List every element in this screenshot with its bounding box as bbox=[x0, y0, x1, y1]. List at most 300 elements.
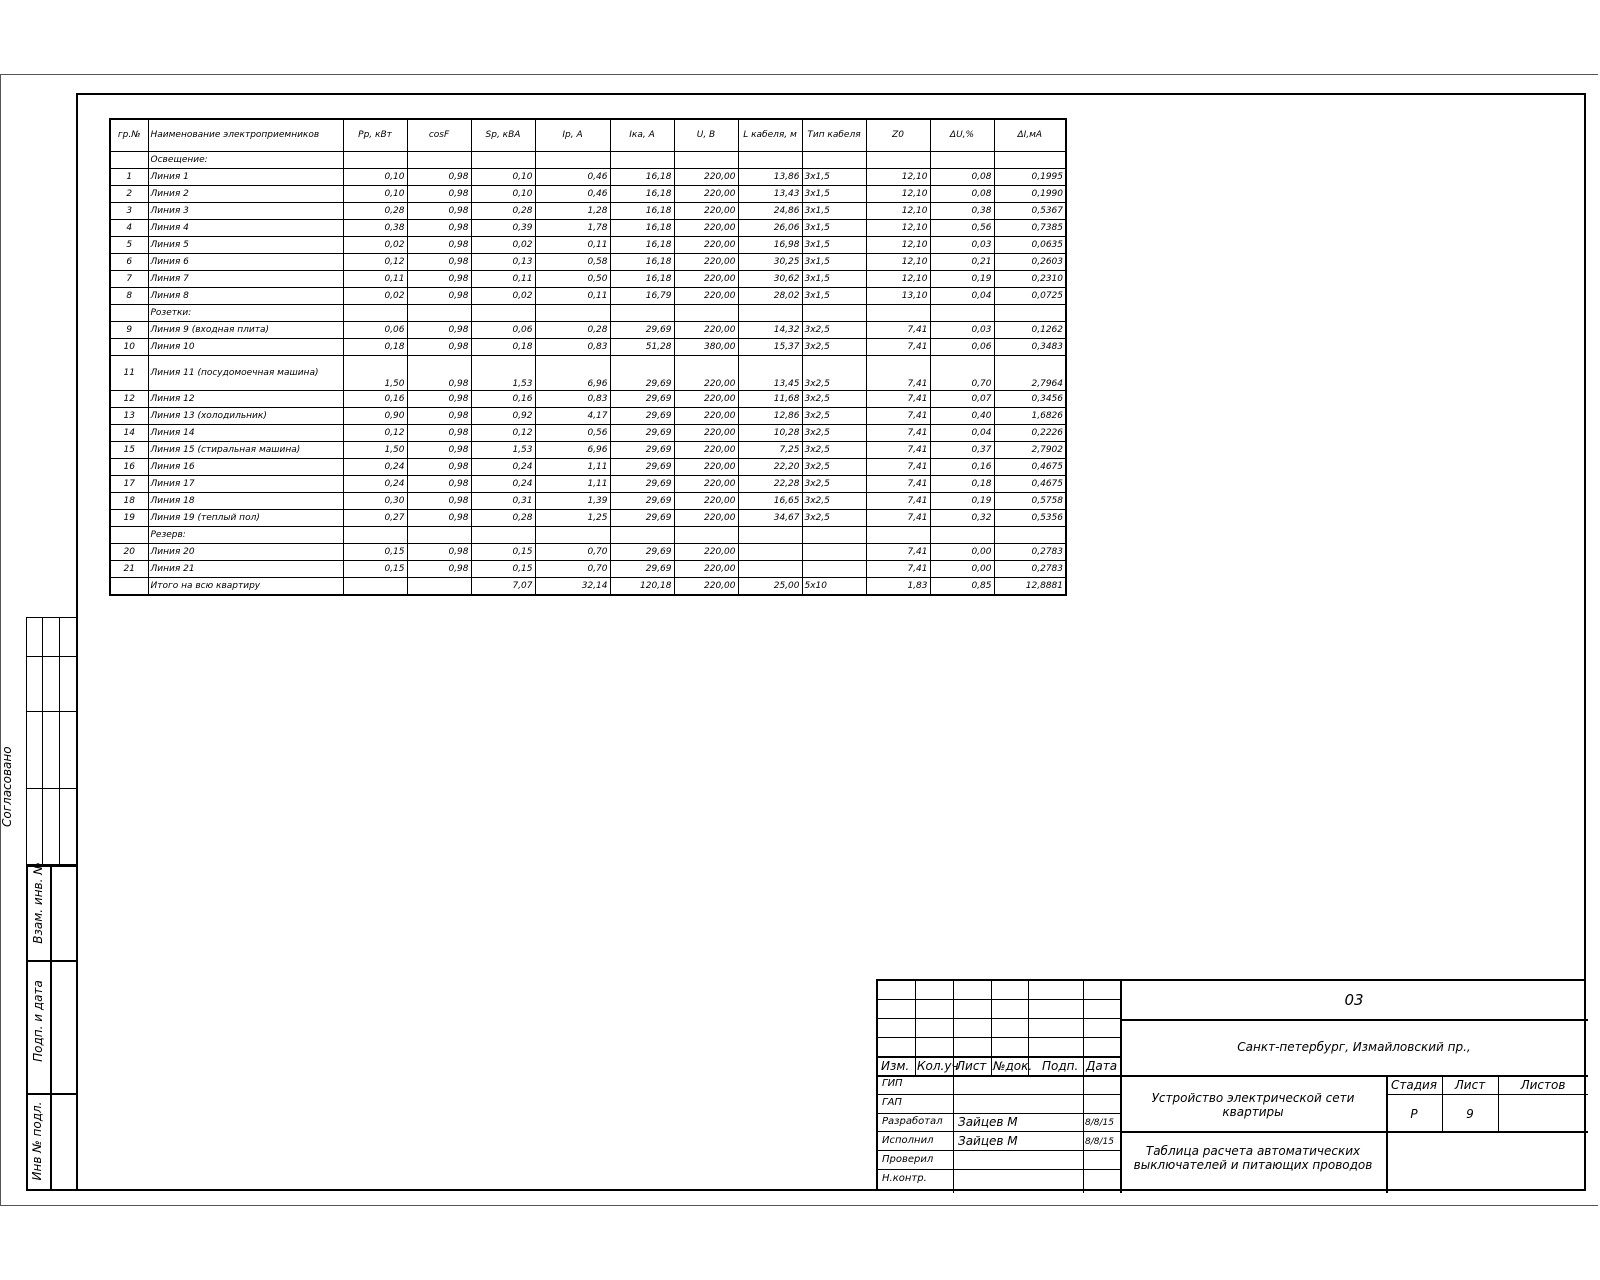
table-cell: 0,37 bbox=[930, 442, 994, 459]
table-cell: 0,98 bbox=[407, 561, 471, 578]
consumer-name-cell: Линия 1 bbox=[148, 169, 343, 186]
table-cell: 0,08 bbox=[930, 169, 994, 186]
table-cell: 0,5356 bbox=[994, 510, 1066, 527]
table-row bbox=[110, 203, 1066, 220]
group-number-cell bbox=[110, 578, 148, 596]
table-cell: 0,98 bbox=[407, 442, 471, 459]
section-title: Розетки: bbox=[148, 305, 343, 322]
table-cell bbox=[738, 527, 802, 544]
tb-grid-line bbox=[1386, 1075, 1388, 1193]
group-number-cell: 2 bbox=[110, 186, 148, 203]
table-cell: 7,41 bbox=[866, 425, 930, 442]
group-number-cell: 15 bbox=[110, 442, 148, 459]
consumer-name-cell: Линия 2 bbox=[148, 186, 343, 203]
tb-grid-line bbox=[1120, 1075, 1588, 1077]
table-cell: 7,41 bbox=[866, 339, 930, 356]
table-cell: 12,10 bbox=[866, 220, 930, 237]
table-cell: 220,00 bbox=[674, 391, 738, 408]
table-cell: 3x1,5 bbox=[802, 186, 866, 203]
table-row bbox=[110, 408, 1066, 425]
approval-divider bbox=[42, 618, 43, 864]
table-cell: 1,53 bbox=[471, 356, 535, 391]
table-cell: 220,00 bbox=[674, 459, 738, 476]
table-cell: 0,15 bbox=[471, 561, 535, 578]
table-row bbox=[110, 186, 1066, 203]
header-di: ΔI,мА bbox=[994, 119, 1066, 152]
table-cell bbox=[535, 527, 610, 544]
table-cell: 0,4675 bbox=[994, 476, 1066, 493]
tb-project-code: 03 bbox=[1344, 991, 1364, 1009]
table-cell bbox=[471, 152, 535, 169]
table-cell: 51,28 bbox=[610, 339, 674, 356]
table-cell: 0,28 bbox=[471, 510, 535, 527]
consumer-name-cell: Линия 15 (стиральная машина) bbox=[148, 442, 343, 459]
tb-role-developer: Разработал bbox=[882, 1116, 943, 1127]
table-row bbox=[110, 544, 1066, 561]
group-number-cell: 12 bbox=[110, 391, 148, 408]
table-cell: 7,41 bbox=[866, 476, 930, 493]
table-cell: 0,15 bbox=[471, 544, 535, 561]
table-cell: 11,68 bbox=[738, 391, 802, 408]
table-row bbox=[110, 476, 1066, 493]
table-cell: 25,00 bbox=[738, 578, 802, 596]
tb-executor-name: Зайцев М bbox=[958, 1134, 1018, 1148]
table-cell: 7,41 bbox=[866, 356, 930, 391]
table-cell: 0,10 bbox=[343, 186, 407, 203]
table-cell: 28,02 bbox=[738, 288, 802, 305]
table-cell: 29,69 bbox=[610, 356, 674, 391]
header-sp: Sp, кВА bbox=[471, 119, 535, 152]
table-cell: 3x2,5 bbox=[802, 356, 866, 391]
group-number-cell: 3 bbox=[110, 203, 148, 220]
table-cell: 0,58 bbox=[535, 254, 610, 271]
tb-grid-line bbox=[878, 1131, 1120, 1132]
table-cell: 0,5367 bbox=[994, 203, 1066, 220]
table-cell bbox=[930, 152, 994, 169]
table-cell bbox=[674, 305, 738, 322]
table-row bbox=[110, 561, 1066, 578]
table-cell: 0,21 bbox=[930, 254, 994, 271]
group-number-cell: 20 bbox=[110, 544, 148, 561]
table-cell bbox=[738, 152, 802, 169]
table-cell: 12,10 bbox=[866, 186, 930, 203]
table-cell: 220,00 bbox=[674, 169, 738, 186]
table-cell: 30,25 bbox=[738, 254, 802, 271]
table-cell: 0,98 bbox=[407, 459, 471, 476]
table-cell: 0,40 bbox=[930, 408, 994, 425]
tb-grid-line bbox=[878, 1113, 1120, 1114]
table-cell: 0,08 bbox=[930, 186, 994, 203]
tb-grid-line bbox=[878, 1169, 1120, 1170]
table-row bbox=[110, 220, 1066, 237]
tb-list: Лист bbox=[956, 1059, 987, 1073]
table-cell: 1,25 bbox=[535, 510, 610, 527]
table-cell: 0,46 bbox=[535, 186, 610, 203]
table-cell: 7,07 bbox=[471, 578, 535, 596]
table-cell bbox=[802, 527, 866, 544]
table-cell: 0,02 bbox=[471, 288, 535, 305]
table-cell: 32,14 bbox=[535, 578, 610, 596]
tb-kol: Кол.уч bbox=[917, 1059, 959, 1073]
table-row bbox=[110, 425, 1066, 442]
tb-sheets-label: Листов bbox=[1520, 1078, 1566, 1092]
table-cell: 7,41 bbox=[866, 442, 930, 459]
consumer-name-cell: Линия 8 bbox=[148, 288, 343, 305]
table-cell: 16,65 bbox=[738, 493, 802, 510]
table-cell: 3x1,5 bbox=[802, 237, 866, 254]
table-row bbox=[110, 288, 1066, 305]
tb-role-checker: Проверил bbox=[882, 1154, 934, 1165]
consumer-name-cell: Линия 10 bbox=[148, 339, 343, 356]
tb-developer-date: 8/8/15 bbox=[1085, 1118, 1114, 1128]
table-cell: 0,98 bbox=[407, 271, 471, 288]
table-cell: 220,00 bbox=[674, 510, 738, 527]
table-cell: 0,06 bbox=[343, 322, 407, 339]
table-cell: 12,10 bbox=[866, 271, 930, 288]
tb-project-title: Устройство электрической сети квартиры bbox=[1151, 1091, 1355, 1119]
table-cell bbox=[343, 305, 407, 322]
table-cell: 0,1995 bbox=[994, 169, 1066, 186]
table-cell: 12,10 bbox=[866, 254, 930, 271]
table-cell: 0,16 bbox=[343, 391, 407, 408]
table-cell: 220,00 bbox=[674, 288, 738, 305]
table-cell: 0,70 bbox=[535, 544, 610, 561]
table-cell: 12,10 bbox=[866, 169, 930, 186]
table-cell bbox=[407, 305, 471, 322]
table-cell: 14,32 bbox=[738, 322, 802, 339]
table-row bbox=[110, 510, 1066, 527]
table-cell: 0,98 bbox=[407, 425, 471, 442]
group-number-cell: 18 bbox=[110, 493, 148, 510]
table-cell: 0,31 bbox=[471, 493, 535, 510]
table-cell: 1,50 bbox=[343, 356, 407, 391]
table-cell: 0,98 bbox=[407, 220, 471, 237]
table-cell: 0,39 bbox=[471, 220, 535, 237]
consumer-name-cell: Линия 6 bbox=[148, 254, 343, 271]
group-number-cell: 7 bbox=[110, 271, 148, 288]
table-cell: 0,98 bbox=[407, 493, 471, 510]
table-row bbox=[110, 339, 1066, 356]
table-cell bbox=[930, 305, 994, 322]
section-title: Резерв: bbox=[148, 527, 343, 544]
table-cell bbox=[802, 544, 866, 561]
table-row bbox=[110, 254, 1066, 271]
table-cell: 0,28 bbox=[343, 203, 407, 220]
table-cell: 29,69 bbox=[610, 425, 674, 442]
table-cell: 1,78 bbox=[535, 220, 610, 237]
table-cell: 29,69 bbox=[610, 544, 674, 561]
table-cell bbox=[343, 152, 407, 169]
tb-role-norm-control: Н.контр. bbox=[882, 1173, 927, 1184]
consumer-name-cell: Линия 17 bbox=[148, 476, 343, 493]
table-cell: 0,98 bbox=[407, 339, 471, 356]
tb-stage-label: Стадия bbox=[1390, 1078, 1438, 1092]
table-cell: 3x2,5 bbox=[802, 493, 866, 510]
consumer-name-cell: Линия 13 (холодильник) bbox=[148, 408, 343, 425]
section-row bbox=[110, 305, 1066, 322]
table-cell: 0,11 bbox=[471, 271, 535, 288]
tb-doc: №док. bbox=[993, 1059, 1033, 1073]
table-row bbox=[110, 322, 1066, 339]
table-cell: 0,10 bbox=[471, 169, 535, 186]
table-cell bbox=[738, 561, 802, 578]
table-cell bbox=[738, 544, 802, 561]
table-cell: 30,62 bbox=[738, 271, 802, 288]
group-number-cell: 10 bbox=[110, 339, 148, 356]
table-cell: 0,3483 bbox=[994, 339, 1066, 356]
consumer-name-cell: Линия 19 (теплый пол) bbox=[148, 510, 343, 527]
table-cell: 7,41 bbox=[866, 322, 930, 339]
group-number-cell: 19 bbox=[110, 510, 148, 527]
table-cell bbox=[866, 527, 930, 544]
header-cosf: cosF bbox=[407, 119, 471, 152]
table-cell: 0,04 bbox=[930, 288, 994, 305]
consumer-name-cell: Линия 4 bbox=[148, 220, 343, 237]
table-cell: 5х10 bbox=[802, 578, 866, 596]
table-cell bbox=[674, 527, 738, 544]
tb-grid-line bbox=[953, 1075, 954, 1193]
table-cell: 16,18 bbox=[610, 271, 674, 288]
group-number-cell: 5 bbox=[110, 237, 148, 254]
table-cell: 3x1,5 bbox=[802, 203, 866, 220]
table-cell bbox=[738, 305, 802, 322]
table-cell bbox=[866, 305, 930, 322]
table-cell: 220,00 bbox=[674, 578, 738, 596]
table-cell: 0,19 bbox=[930, 271, 994, 288]
group-number-cell: 6 bbox=[110, 254, 148, 271]
table-cell bbox=[407, 527, 471, 544]
tb-grid-line bbox=[878, 1018, 1120, 1019]
table-cell: 2,7964 bbox=[994, 356, 1066, 391]
table-cell: 7,25 bbox=[738, 442, 802, 459]
table-cell: 0,46 bbox=[535, 169, 610, 186]
title-block bbox=[876, 979, 1586, 1191]
table-cell bbox=[471, 305, 535, 322]
table-cell: 0,70 bbox=[535, 561, 610, 578]
table-cell: 0,03 bbox=[930, 237, 994, 254]
table-cell: 3x1,5 bbox=[802, 271, 866, 288]
table-cell: 1,11 bbox=[535, 476, 610, 493]
table-cell: 220,00 bbox=[674, 254, 738, 271]
table-cell: 12,10 bbox=[866, 237, 930, 254]
table-cell: 0,24 bbox=[343, 476, 407, 493]
header-cable-type: Тип кабеля bbox=[802, 119, 866, 152]
table-cell: 7,41 bbox=[866, 544, 930, 561]
table-cell: 3x2,5 bbox=[802, 425, 866, 442]
tb-sheet-label: Лист bbox=[1454, 1078, 1486, 1092]
table-cell: 0,06 bbox=[930, 339, 994, 356]
header-z0: Z0 bbox=[866, 119, 930, 152]
table-cell: 29,69 bbox=[610, 476, 674, 493]
table-cell: 0,90 bbox=[343, 408, 407, 425]
consumer-name-cell: Линия 9 (входная плита) bbox=[148, 322, 343, 339]
table-cell: 3x1,5 bbox=[802, 169, 866, 186]
table-cell: 16,18 bbox=[610, 169, 674, 186]
table-cell: 0,02 bbox=[471, 237, 535, 254]
orig-inv-label: Инв № подл. bbox=[30, 1101, 44, 1181]
table-cell: 22,28 bbox=[738, 476, 802, 493]
table-cell: 220,00 bbox=[674, 476, 738, 493]
table-cell: 3x1,5 bbox=[802, 288, 866, 305]
header-pr: Рр, кВт bbox=[343, 119, 407, 152]
table-cell: 0,98 bbox=[407, 510, 471, 527]
table-cell bbox=[535, 152, 610, 169]
tb-podp: Подп. bbox=[1042, 1059, 1079, 1073]
table-cell: 2,7902 bbox=[994, 442, 1066, 459]
table-cell: 3x2,5 bbox=[802, 391, 866, 408]
table-cell: 0,98 bbox=[407, 391, 471, 408]
table-cell: 16,79 bbox=[610, 288, 674, 305]
section-title: Освещение: bbox=[148, 152, 343, 169]
table-cell: 3x2,5 bbox=[802, 510, 866, 527]
table-cell: 0,04 bbox=[930, 425, 994, 442]
header-name: Наименование электроприемников bbox=[148, 119, 343, 152]
table-cell: 0,15 bbox=[343, 544, 407, 561]
table-cell: 34,67 bbox=[738, 510, 802, 527]
consumer-name-cell: Линия 12 bbox=[148, 391, 343, 408]
table-cell: 0,03 bbox=[930, 322, 994, 339]
consumer-name-cell: Линия 16 bbox=[148, 459, 343, 476]
table-cell bbox=[343, 527, 407, 544]
tb-grid-line bbox=[1083, 981, 1084, 1193]
approval-divider bbox=[27, 656, 76, 657]
table-row bbox=[110, 356, 1066, 391]
group-number-cell: 8 bbox=[110, 288, 148, 305]
table-cell: 220,00 bbox=[674, 442, 738, 459]
table-cell: 0,50 bbox=[535, 271, 610, 288]
table-cell: 7,41 bbox=[866, 493, 930, 510]
table-cell: 220,00 bbox=[674, 271, 738, 288]
table-cell: 0,10 bbox=[471, 186, 535, 203]
table-cell: 0,98 bbox=[407, 186, 471, 203]
table-cell bbox=[610, 305, 674, 322]
table-cell: 1,6826 bbox=[994, 408, 1066, 425]
table-cell: 0,98 bbox=[407, 237, 471, 254]
table-cell: 0,98 bbox=[407, 203, 471, 220]
table-cell: 0,98 bbox=[407, 544, 471, 561]
table-cell: 0,12 bbox=[343, 254, 407, 271]
table-cell: 0,02 bbox=[343, 288, 407, 305]
table-cell: 1,83 bbox=[866, 578, 930, 596]
table-cell: 16,18 bbox=[610, 254, 674, 271]
table-cell: 24,86 bbox=[738, 203, 802, 220]
table-cell: 7,41 bbox=[866, 510, 930, 527]
table-cell: 0,24 bbox=[343, 459, 407, 476]
table-cell: 1,11 bbox=[535, 459, 610, 476]
table-cell: 0,07 bbox=[930, 391, 994, 408]
table-cell: 4,17 bbox=[535, 408, 610, 425]
section-row bbox=[110, 527, 1066, 544]
table-cell: 0,98 bbox=[407, 169, 471, 186]
table-cell: 6,96 bbox=[535, 442, 610, 459]
table-cell: 0,2783 bbox=[994, 561, 1066, 578]
table-cell: 12,86 bbox=[738, 408, 802, 425]
table-cell: 0,98 bbox=[407, 476, 471, 493]
table-cell: 1,53 bbox=[471, 442, 535, 459]
table-cell: 0,92 bbox=[471, 408, 535, 425]
sign-date-label: Подп. и дата bbox=[31, 980, 45, 1062]
table-cell: 0,1262 bbox=[994, 322, 1066, 339]
table-cell bbox=[407, 578, 471, 596]
table-cell: 0,85 bbox=[930, 578, 994, 596]
table-cell: 0,18 bbox=[930, 476, 994, 493]
consumer-name-cell: Линия 11 (посудомоечная машина) bbox=[148, 356, 343, 391]
table-cell bbox=[407, 152, 471, 169]
table-row bbox=[110, 442, 1066, 459]
table-cell bbox=[343, 578, 407, 596]
table-row bbox=[110, 169, 1066, 186]
table-cell: 13,10 bbox=[866, 288, 930, 305]
consumer-name-cell: Линия 14 bbox=[148, 425, 343, 442]
table-row bbox=[110, 271, 1066, 288]
table-cell: 16,18 bbox=[610, 220, 674, 237]
table-cell: 12,8881 bbox=[994, 578, 1066, 596]
table-cell: 1,50 bbox=[343, 442, 407, 459]
table-cell: 0,12 bbox=[471, 425, 535, 442]
group-number-cell: 11 bbox=[110, 356, 148, 391]
group-number-cell: 9 bbox=[110, 322, 148, 339]
tb-grid-line bbox=[878, 1056, 1120, 1058]
group-number-cell: 17 bbox=[110, 476, 148, 493]
table-cell: 220,00 bbox=[674, 425, 738, 442]
tb-address: Санкт-петербург, Измайловский пр., bbox=[1237, 1040, 1471, 1054]
table-cell bbox=[802, 305, 866, 322]
consumer-name-cell: Линия 20 bbox=[148, 544, 343, 561]
approval-divider bbox=[27, 711, 76, 712]
table-cell bbox=[994, 305, 1066, 322]
tb-sheet-value: 9 bbox=[1466, 1107, 1474, 1121]
header-ika: Iка, А bbox=[610, 119, 674, 152]
table-cell: 3x1,5 bbox=[802, 254, 866, 271]
table-cell: 0,98 bbox=[407, 408, 471, 425]
consumer-name-cell: Итого на всю квартиру bbox=[148, 578, 343, 596]
consumer-name-cell: Линия 18 bbox=[148, 493, 343, 510]
tb-stage-value: Р bbox=[1410, 1107, 1418, 1121]
group-number-cell: 13 bbox=[110, 408, 148, 425]
table-cell bbox=[110, 527, 148, 544]
section-row bbox=[110, 152, 1066, 169]
table-cell: 16,98 bbox=[738, 237, 802, 254]
table-cell: 3x2,5 bbox=[802, 322, 866, 339]
table-cell: 0,15 bbox=[343, 561, 407, 578]
table-cell: 220,00 bbox=[674, 356, 738, 391]
table-cell: 13,86 bbox=[738, 169, 802, 186]
header-u: U, В bbox=[674, 119, 738, 152]
table-cell: 0,30 bbox=[343, 493, 407, 510]
table-cell bbox=[994, 152, 1066, 169]
table-cell: 16,18 bbox=[610, 186, 674, 203]
table-cell: 0,7385 bbox=[994, 220, 1066, 237]
table-cell bbox=[110, 152, 148, 169]
table-cell: 0,27 bbox=[343, 510, 407, 527]
table-cell bbox=[994, 527, 1066, 544]
table-cell: 29,69 bbox=[610, 322, 674, 339]
tb-date: Дата bbox=[1086, 1059, 1118, 1073]
table-cell: 120,18 bbox=[610, 578, 674, 596]
table-cell: 380,00 bbox=[674, 339, 738, 356]
consumer-name-cell: Линия 5 bbox=[148, 237, 343, 254]
table-cell: 0,13 bbox=[471, 254, 535, 271]
table-cell: 0,83 bbox=[535, 339, 610, 356]
table-cell: 0,00 bbox=[930, 561, 994, 578]
table-cell: 3x2,5 bbox=[802, 442, 866, 459]
table-cell bbox=[866, 152, 930, 169]
table-cell: 3x2,5 bbox=[802, 459, 866, 476]
table-cell: 0,56 bbox=[930, 220, 994, 237]
tb-role-gap: ГАП bbox=[882, 1097, 902, 1108]
table-cell: 10,28 bbox=[738, 425, 802, 442]
tb-grid-line bbox=[878, 999, 1120, 1000]
